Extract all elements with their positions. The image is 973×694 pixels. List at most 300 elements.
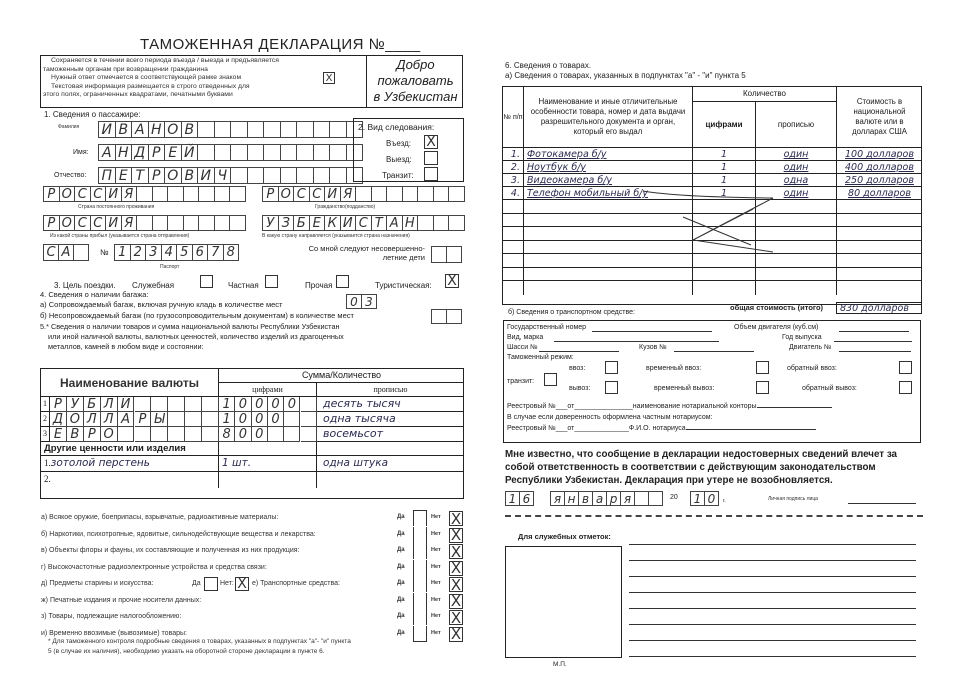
valuable-digits[interactable]: 1 шт. — [219, 456, 317, 472]
char-cell[interactable]: А — [99, 144, 116, 161]
yes-checkbox[interactable] — [413, 543, 427, 559]
no-checkbox[interactable]: X — [450, 509, 462, 528]
char-cell[interactable]: Ч — [215, 167, 232, 184]
char-cell[interactable]: я — [621, 491, 635, 506]
char-cell[interactable] — [449, 215, 465, 231]
amount-digit-cell[interactable]: 0 — [235, 427, 251, 442]
char-cell[interactable] — [137, 186, 153, 202]
transit-regime-checkbox[interactable] — [544, 373, 557, 386]
char-cell[interactable] — [418, 215, 434, 231]
char-cell[interactable]: 5 — [177, 244, 193, 261]
goods-name[interactable]: Видеокамера б/у — [524, 174, 693, 187]
char-cell[interactable]: 1 — [691, 491, 705, 506]
yes-checkbox[interactable] — [413, 609, 427, 625]
purpose-other-checkbox[interactable] — [336, 275, 349, 288]
currency-name-cell[interactable]: Ы — [151, 412, 168, 427]
question-text: д) Предметы старины и искусства: — [41, 580, 154, 587]
goods-qty-words[interactable]: один — [756, 161, 837, 174]
char-cell[interactable]: С — [91, 186, 107, 202]
char-cell[interactable] — [215, 144, 232, 161]
char-cell[interactable] — [281, 121, 298, 138]
purpose-tourist-checkbox[interactable]: X — [445, 274, 459, 288]
vehicle-heading: б) Сведения о транспортном средстве: — [508, 309, 635, 316]
no-checkbox[interactable]: X — [450, 559, 462, 577]
currency-name-cell[interactable]: О — [67, 412, 84, 427]
char-cell[interactable] — [264, 144, 281, 161]
valuable-name-cell[interactable] — [41, 472, 219, 488]
valuable-digits[interactable] — [219, 472, 317, 488]
date-month-field[interactable] — [550, 491, 663, 506]
char-cell[interactable] — [215, 215, 231, 231]
char-cell[interactable] — [168, 186, 184, 202]
currency-name-cell[interactable] — [135, 427, 152, 442]
section4-heading: 4. Сведения о наличии багажа: — [40, 290, 149, 299]
amount-digit-cell[interactable] — [301, 397, 317, 412]
passport-series-field[interactable] — [43, 244, 89, 261]
currency-row — [41, 412, 464, 427]
intro-box — [40, 55, 463, 108]
amount-digit-cell[interactable]: 0 — [284, 397, 300, 412]
residence-country-field[interactable] — [43, 186, 246, 202]
no-checkbox[interactable]: X — [450, 575, 462, 594]
char-cell[interactable] — [314, 144, 331, 161]
welcome-line: пожаловать — [377, 73, 454, 88]
currency-row — [41, 397, 464, 412]
amount-digit-cell[interactable]: 8 — [219, 427, 235, 442]
char-cell[interactable] — [314, 121, 331, 138]
char-cell[interactable] — [297, 121, 314, 138]
reg-number-input[interactable] — [592, 323, 712, 332]
no-label: Нет — [431, 596, 441, 603]
valuable-name: зотолой перстень — [50, 457, 150, 469]
date-year-field[interactable] — [690, 491, 719, 506]
amount-words[interactable]: восемьсот — [317, 427, 464, 442]
amount-digit-cell[interactable]: 0 — [252, 397, 268, 412]
char-cell[interactable]: А — [387, 215, 403, 231]
goods-qty-words[interactable]: один — [756, 187, 837, 200]
goods-qty-digits[interactable]: 1 — [693, 187, 756, 200]
transit-label: Транзит: — [382, 171, 414, 180]
antiques-no-checkbox[interactable]: X — [235, 577, 249, 591]
char-cell[interactable]: 3 — [362, 294, 377, 309]
currency-name-cell[interactable]: Е — [50, 427, 67, 442]
amount-words[interactable]: одна тысяча — [317, 412, 464, 427]
currency-name-cell[interactable]: А — [118, 412, 135, 427]
currency-name-cell[interactable]: В — [67, 427, 84, 442]
char-cell[interactable]: П — [99, 167, 116, 184]
body-input[interactable] — [674, 343, 754, 352]
model-input[interactable] — [554, 333, 719, 342]
char-cell[interactable] — [649, 491, 663, 506]
currency-name-cell[interactable]: Д — [50, 412, 67, 427]
char-cell[interactable]: а — [593, 491, 607, 506]
reimport-checkbox[interactable] — [899, 361, 912, 374]
citizenship-field[interactable] — [262, 186, 465, 202]
char-cell[interactable] — [387, 186, 403, 202]
char-cell[interactable] — [434, 215, 450, 231]
amount-digit-cell[interactable] — [284, 427, 300, 442]
currency-name-cell[interactable] — [168, 397, 185, 412]
children-field[interactable] — [431, 246, 462, 263]
char-cell[interactable] — [447, 246, 462, 263]
currency-name-cell[interactable] — [151, 427, 168, 442]
currency-name-cell[interactable]: Л — [84, 412, 101, 427]
char-cell[interactable]: А — [132, 121, 149, 138]
goods-qty-words[interactable]: один — [756, 148, 837, 161]
char-cell[interactable]: Т — [132, 167, 149, 184]
chassis-input[interactable] — [539, 343, 619, 352]
char-cell[interactable]: Р — [263, 186, 279, 202]
goods-number: 1. — [503, 148, 524, 161]
goods-cost[interactable]: 80 долларов — [837, 187, 922, 200]
char-cell[interactable]: И — [99, 121, 116, 138]
goods-number: 4. — [503, 187, 524, 200]
char-cell[interactable]: Й — [182, 144, 199, 161]
char-cell[interactable] — [248, 144, 265, 161]
no-checkbox[interactable]: X — [450, 592, 462, 610]
yes-checkbox[interactable] — [413, 593, 427, 609]
import-checkbox[interactable] — [605, 361, 618, 374]
char-cell[interactable]: И — [325, 186, 341, 202]
char-cell[interactable]: 7 — [208, 244, 224, 261]
currency-name-cell[interactable] — [185, 412, 202, 427]
char-cell[interactable]: С — [75, 186, 91, 202]
char-cell[interactable] — [153, 186, 169, 202]
char-cell[interactable] — [215, 186, 231, 202]
char-cell[interactable]: С — [75, 215, 91, 231]
welcome-line: в Узбекистан — [373, 89, 458, 104]
amount-digit-cell[interactable]: 0 — [235, 397, 251, 412]
char-cell[interactable] — [168, 215, 184, 231]
yes-label: Да — [397, 530, 405, 537]
char-cell[interactable]: 0 — [347, 294, 362, 309]
char-cell[interactable]: В — [182, 121, 199, 138]
char-cell[interactable]: 6 — [520, 491, 534, 506]
surname-field[interactable] — [98, 121, 363, 138]
chassis-label: Шасси № — [507, 344, 538, 351]
char-cell[interactable] — [199, 215, 215, 231]
char-cell[interactable]: С — [356, 215, 372, 231]
char-cell[interactable]: 2 — [131, 244, 147, 261]
char-cell[interactable]: В — [116, 121, 133, 138]
char-cell[interactable]: С — [310, 186, 326, 202]
char-cell[interactable] — [449, 186, 465, 202]
char-cell[interactable]: Е — [165, 144, 182, 161]
currency-name-cell[interactable]: О — [101, 427, 118, 442]
official-notes-line[interactable] — [629, 544, 916, 545]
char-cell[interactable]: н — [565, 491, 579, 506]
char-cell[interactable]: С — [294, 186, 310, 202]
char-cell[interactable]: Я — [122, 186, 138, 202]
valuable-number: 2. — [44, 474, 51, 484]
import-label: ввоз: — [569, 365, 586, 372]
char-cell[interactable]: Б — [294, 215, 310, 231]
char-cell[interactable]: Р — [44, 186, 60, 202]
destination-country-field[interactable] — [262, 215, 465, 231]
char-cell[interactable] — [264, 167, 281, 184]
yes-checkbox[interactable] — [413, 560, 427, 576]
char-cell[interactable] — [264, 121, 281, 138]
exit-checkbox[interactable] — [424, 151, 438, 165]
char-cell[interactable]: Я — [122, 215, 138, 231]
export-checkbox[interactable] — [605, 381, 618, 394]
char-cell[interactable]: 1 — [115, 244, 131, 261]
char-cell[interactable]: 1 — [506, 491, 520, 506]
char-cell[interactable] — [432, 309, 447, 324]
char-cell[interactable] — [314, 167, 331, 184]
engine-input[interactable] — [839, 343, 911, 352]
char-cell[interactable]: С — [44, 244, 59, 261]
currency-name-cell[interactable]: У — [67, 397, 84, 412]
purpose-private-checkbox[interactable] — [265, 275, 278, 288]
char-cell[interactable]: 4 — [162, 244, 178, 261]
currency-name-cell[interactable] — [135, 397, 152, 412]
char-cell[interactable]: Р — [44, 215, 60, 231]
char-cell[interactable] — [281, 167, 298, 184]
char-cell[interactable] — [184, 186, 200, 202]
char-cell[interactable]: И — [106, 215, 122, 231]
currency-name-cell[interactable]: Р — [84, 427, 101, 442]
char-cell[interactable]: О — [165, 167, 182, 184]
char-cell[interactable]: З — [279, 215, 295, 231]
char-cell[interactable]: С — [91, 215, 107, 231]
official-notes-line[interactable] — [629, 560, 916, 561]
goods-qty-digits[interactable]: 1 — [693, 174, 756, 187]
currency-name-cell[interactable]: И — [118, 397, 135, 412]
char-cell[interactable] — [230, 215, 246, 231]
char-cell[interactable]: Н — [149, 121, 166, 138]
purpose-official-checkbox[interactable] — [200, 275, 213, 288]
char-cell[interactable]: Е — [116, 167, 133, 184]
name-field[interactable] — [98, 144, 363, 161]
char-cell[interactable]: 3 — [146, 244, 162, 261]
char-cell[interactable]: я — [551, 491, 565, 506]
currency-name-cell[interactable] — [202, 397, 219, 412]
char-cell[interactable]: р — [607, 491, 621, 506]
yes-checkbox[interactable] — [413, 626, 427, 642]
char-cell[interactable]: 6 — [193, 244, 209, 261]
char-cell[interactable]: Р — [149, 167, 166, 184]
passport-number-field[interactable] — [114, 244, 239, 261]
currency-name-cell[interactable]: Л — [101, 397, 118, 412]
char-cell[interactable] — [198, 121, 215, 138]
travel-type-box — [353, 118, 464, 182]
currency-name-cell[interactable]: Б — [84, 397, 101, 412]
amount-digit-cell[interactable]: 0 — [252, 412, 268, 427]
no-checkbox[interactable]: X — [450, 542, 462, 561]
amount-header: Сумма/Количество — [219, 369, 464, 383]
amount-digit-cell[interactable] — [301, 412, 317, 427]
char-cell[interactable]: В — [182, 167, 199, 184]
official-notes-line[interactable] — [629, 640, 916, 641]
char-cell[interactable] — [372, 186, 388, 202]
goods-cost[interactable]: 100 долларов — [837, 148, 922, 161]
amount-digit-cell[interactable]: 1 — [219, 412, 235, 427]
char-cell[interactable] — [297, 144, 314, 161]
goods-qty-words[interactable]: одна — [756, 174, 837, 187]
amount-digit-cell[interactable]: 0 — [268, 397, 284, 412]
engine-volume-input[interactable] — [839, 323, 909, 332]
reexport-checkbox[interactable] — [899, 381, 912, 394]
no-checkbox[interactable]: X — [450, 526, 462, 544]
char-cell[interactable] — [137, 215, 153, 231]
amount-digit-cell[interactable]: 0 — [235, 412, 251, 427]
char-cell[interactable] — [297, 167, 314, 184]
yes-label: Да — [397, 547, 405, 553]
official-notes-line[interactable] — [629, 608, 916, 609]
goods-qty-header: Количество — [693, 87, 837, 102]
section5-line: металлов, камней в любом виде и состоянии: — [48, 342, 204, 351]
valuable-words[interactable] — [317, 472, 464, 488]
departure-caption: Из какой страны прибыл (указывается страна отправления) — [50, 233, 190, 239]
valuable-name-cell[interactable] — [41, 456, 219, 472]
char-cell[interactable]: Т — [372, 215, 388, 231]
unaccompanied-baggage-field[interactable] — [431, 309, 462, 324]
reexport-label: обратный вывоз: — [802, 385, 857, 392]
char-cell[interactable] — [215, 121, 232, 138]
goods-qty-digits[interactable]: 1 — [693, 148, 756, 161]
char-cell[interactable] — [184, 215, 200, 231]
purpose-tourist-label: Туристическая: — [375, 281, 432, 290]
amount-digit-cell[interactable]: 1 — [219, 397, 235, 412]
char-cell[interactable]: Н — [403, 215, 419, 231]
char-cell[interactable]: О — [60, 186, 76, 202]
date-day-field[interactable] — [505, 491, 534, 506]
char-cell[interactable]: И — [106, 186, 122, 202]
goods-name[interactable]: Телефон мобильный б/у — [524, 187, 693, 200]
goods-qty-digits[interactable]: 1 — [693, 161, 756, 174]
char-cell[interactable] — [199, 186, 215, 202]
currency-name-cell[interactable]: Р — [50, 397, 67, 412]
amount-digit-cell[interactable] — [284, 412, 300, 427]
char-cell[interactable] — [635, 491, 649, 506]
goods-cost[interactable]: 250 долларов — [837, 174, 922, 187]
char-cell[interactable] — [330, 144, 347, 161]
currency-name-cell[interactable] — [118, 427, 135, 442]
antiques-yes-checkbox[interactable] — [204, 577, 218, 591]
valuable-words[interactable]: одна штука — [317, 456, 464, 472]
no-checkbox[interactable]: X — [450, 625, 462, 643]
char-cell[interactable]: 8 — [224, 244, 240, 261]
currency-name-cell[interactable] — [185, 397, 202, 412]
patronymic-field[interactable] — [98, 167, 363, 184]
char-cell[interactable]: в — [579, 491, 593, 506]
amount-digit-cell[interactable]: 0 — [268, 412, 284, 427]
amount-digit-cell[interactable] — [301, 427, 317, 442]
accompanied-baggage-field[interactable] — [346, 294, 377, 309]
temp-export-checkbox[interactable] — [756, 381, 769, 394]
passport-caption: Паспорт — [160, 264, 180, 270]
entry-checkbox[interactable]: X — [424, 135, 438, 149]
export-label: вывоз: — [569, 385, 591, 392]
char-cell[interactable] — [231, 121, 248, 138]
official-notes-line[interactable] — [629, 624, 916, 625]
char-cell[interactable] — [230, 186, 246, 202]
char-cell[interactable]: И — [341, 215, 357, 231]
amount-digit-cell[interactable] — [268, 427, 284, 442]
char-cell[interactable] — [434, 186, 450, 202]
char-cell[interactable]: Н — [116, 144, 133, 161]
currency-name-cell[interactable]: Л — [101, 412, 118, 427]
char-cell[interactable] — [231, 144, 248, 161]
declaration-question — [40, 510, 464, 526]
no-label: Нет — [431, 563, 441, 570]
char-cell[interactable] — [330, 121, 347, 138]
currency-name-cell[interactable] — [168, 427, 185, 442]
signature-input[interactable] — [848, 494, 916, 504]
yes-checkbox[interactable] — [413, 527, 427, 543]
goods-cost[interactable]: 400 долларов — [837, 161, 922, 174]
char-cell[interactable]: И — [198, 167, 215, 184]
currency-row-number: 1 — [41, 397, 50, 412]
char-cell[interactable] — [74, 244, 89, 261]
char-cell[interactable] — [198, 144, 215, 161]
char-cell[interactable] — [281, 144, 298, 161]
section6-subheading: а) Сведения о товарах, указанных в подпунктах "а" - "и" пункта 5 — [505, 71, 746, 80]
char-cell[interactable]: Е — [310, 215, 326, 231]
no-checkbox[interactable]: X — [450, 608, 462, 627]
char-cell[interactable] — [418, 186, 434, 202]
char-cell[interactable] — [403, 186, 419, 202]
currency-name-cell[interactable] — [151, 397, 168, 412]
char-cell[interactable] — [356, 186, 372, 202]
char-cell[interactable]: О — [60, 215, 76, 231]
char-cell[interactable]: У — [263, 215, 279, 231]
cut-line — [505, 515, 923, 517]
currency-name-cell[interactable] — [202, 412, 219, 427]
char-cell[interactable] — [432, 246, 447, 263]
temp-import-checkbox[interactable] — [756, 361, 769, 374]
goods-name[interactable]: Ноутбук б/у — [524, 161, 693, 174]
yes-checkbox[interactable] — [413, 576, 427, 592]
amount-words[interactable]: десять тысяч — [317, 397, 464, 412]
official-notes-line[interactable] — [629, 656, 916, 657]
char-cell[interactable]: Д — [132, 144, 149, 161]
char-cell[interactable]: О — [279, 186, 295, 202]
registry-line-1: Реестровый №___от_______________наименование нотариальной конторы — [507, 403, 832, 410]
currency-name-cell[interactable] — [185, 427, 202, 442]
char-cell[interactable] — [330, 167, 347, 184]
currency-name-header: Наименование валюты — [41, 369, 219, 397]
goods-name[interactable]: Фотокамера б/у — [524, 148, 693, 161]
char-cell[interactable] — [231, 167, 248, 184]
char-cell[interactable]: К — [325, 215, 341, 231]
char-cell[interactable] — [447, 309, 462, 324]
valuable-number: 1. — [44, 458, 51, 468]
departure-country-field[interactable] — [43, 215, 246, 231]
char-cell[interactable] — [153, 215, 169, 231]
char-cell[interactable]: Р — [149, 144, 166, 161]
amount-digit-cell[interactable]: 0 — [252, 427, 268, 442]
char-cell[interactable]: 0 — [705, 491, 719, 506]
yes-checkbox[interactable] — [413, 510, 427, 526]
official-notes-line[interactable] — [629, 576, 916, 577]
children-label-line: летние дети — [382, 253, 425, 262]
no-label: Нет — [431, 629, 441, 636]
year-input[interactable] — [834, 333, 912, 342]
char-cell[interactable]: Я — [341, 186, 357, 202]
currency-name-cell[interactable] — [202, 427, 219, 442]
char-cell[interactable] — [248, 167, 265, 184]
char-cell[interactable]: А — [59, 244, 74, 261]
transit-checkbox[interactable] — [424, 167, 438, 181]
currency-name-cell[interactable]: Р — [135, 412, 152, 427]
char-cell[interactable]: О — [165, 121, 182, 138]
no-label: Нет: — [220, 580, 234, 587]
currency-name-cell[interactable] — [168, 412, 185, 427]
official-notes-line[interactable] — [629, 592, 916, 593]
char-cell[interactable] — [248, 121, 265, 138]
